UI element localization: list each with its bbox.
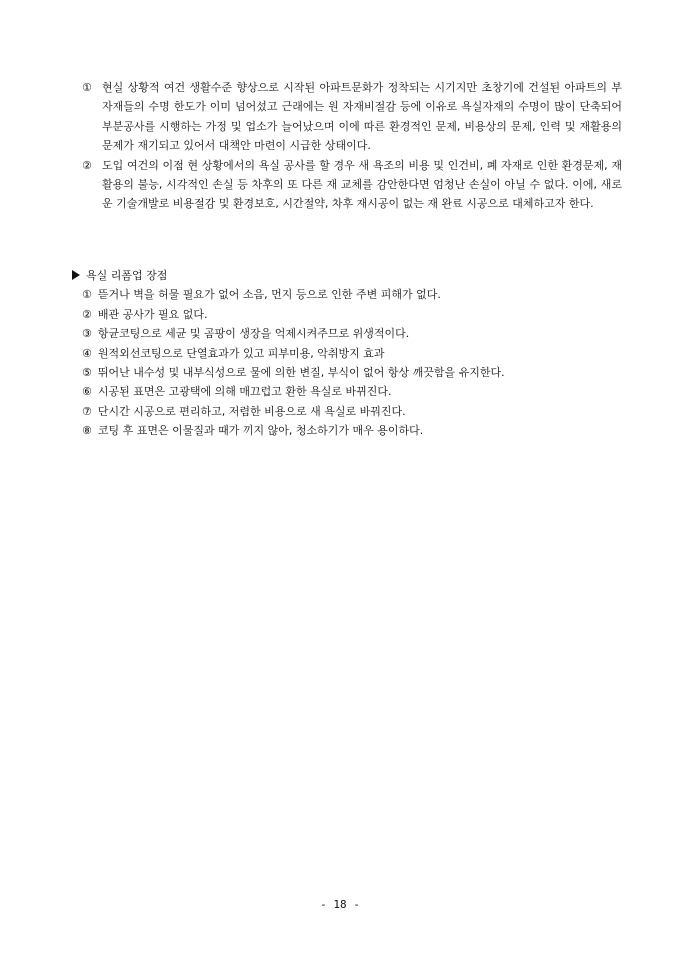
list-item xyxy=(82,305,632,324)
paragraph-text: 도입 여건의 이점 현 상황에서의 욕실 공사를 할 경우 새 욕조의 비용 및 인건비, 폐 자재로 인한 환경문제, 재활용의 불능, 시각적인 손실 등 차후의 또 다른 재 교체를 감안한다면 엄청난 손실이 아닐 수 없다. 이에, 새로운 기술개발로 비용절감 및 환경보호, 시간절약, 차후 재시공이 없는 재 완료 시공으로 대체하고자 한다. xyxy=(102,158,622,211)
paragraph-text: 현실 상황적 여건 생활수준 향상으로 시작된 아파트문화가 정착되는 시기지만 초창기에 건설된 아파트의 부자재들의 수명 한도가 이미 넘어섰고 근래에는 원 자재비절감 등에 이유로 욕실자재의 수명이 많이 단축되어 부분공사를 시행하는 가정 및 업소가 늘어났으며 이에 따른 환경적인 문제, 비용상의 문제, 인력 및 재활용의 문제가 재기되고 있어서 대책안 마련이 시급한 상태이다. xyxy=(102,81,622,153)
list-item xyxy=(82,421,632,440)
item-text: 단시간 시공으로 편리하고, 저렴한 비용으로 새 욕실로 바꿔진다. xyxy=(97,404,406,418)
page-number: - 18 - xyxy=(320,898,360,911)
section-heading-text: 욕실 리폼업 장점 xyxy=(86,269,168,282)
item-number: ⑥ xyxy=(82,385,92,399)
item-number: ⑤ xyxy=(82,366,92,380)
item-text: 시공된 표면은 고광택에 의해 매끄럽고 환한 욕실로 바뀌진다. xyxy=(97,385,392,399)
item-text: 원적외선코팅으로 단열효과가 있고 피부미용, 악취방지 효과 xyxy=(97,346,385,360)
list-item xyxy=(82,285,632,304)
item-text: 항균코팅으로 세균 및 곰팡이 생장을 억제시켜주므로 위생적이다. xyxy=(97,327,410,341)
item-number: ④ xyxy=(82,346,92,360)
item-number: ② xyxy=(82,307,92,321)
paragraph-number: ② xyxy=(82,158,92,172)
list-item xyxy=(82,324,632,343)
item-text: 코팅 후 표면은 이물질과 때가 끼지 않아, 청소하기가 매우 용이하다. xyxy=(97,424,424,438)
list-item xyxy=(82,363,632,382)
item-text: 뜯거나 벽을 허물 필요가 없어 소음, 먼지 등으로 인한 주변 피해가 없다. xyxy=(97,288,441,302)
intro-paragraph-1 xyxy=(82,78,622,156)
list-item xyxy=(82,344,632,363)
list-item xyxy=(82,382,632,401)
section-heading xyxy=(72,266,632,285)
list-item xyxy=(82,402,632,421)
paragraph-number: ① xyxy=(82,81,92,94)
item-number: ⑧ xyxy=(82,424,92,438)
item-number: ⑦ xyxy=(82,404,92,418)
intro-paragraph-2 xyxy=(82,156,622,214)
advantages-list xyxy=(82,285,632,440)
advantages-section xyxy=(72,266,632,441)
item-number: ③ xyxy=(82,327,92,341)
item-number: ① xyxy=(82,288,92,302)
item-text: 뛰어난 내수성 및 내부식성으로 물에 의한 변질, 부식이 없어 항상 깨끗함을 유지한다. xyxy=(97,366,505,380)
triangle-bullet-icon xyxy=(72,270,80,280)
intro-section xyxy=(82,78,622,214)
item-text: 배관 공사가 필요 없다. xyxy=(97,307,208,321)
